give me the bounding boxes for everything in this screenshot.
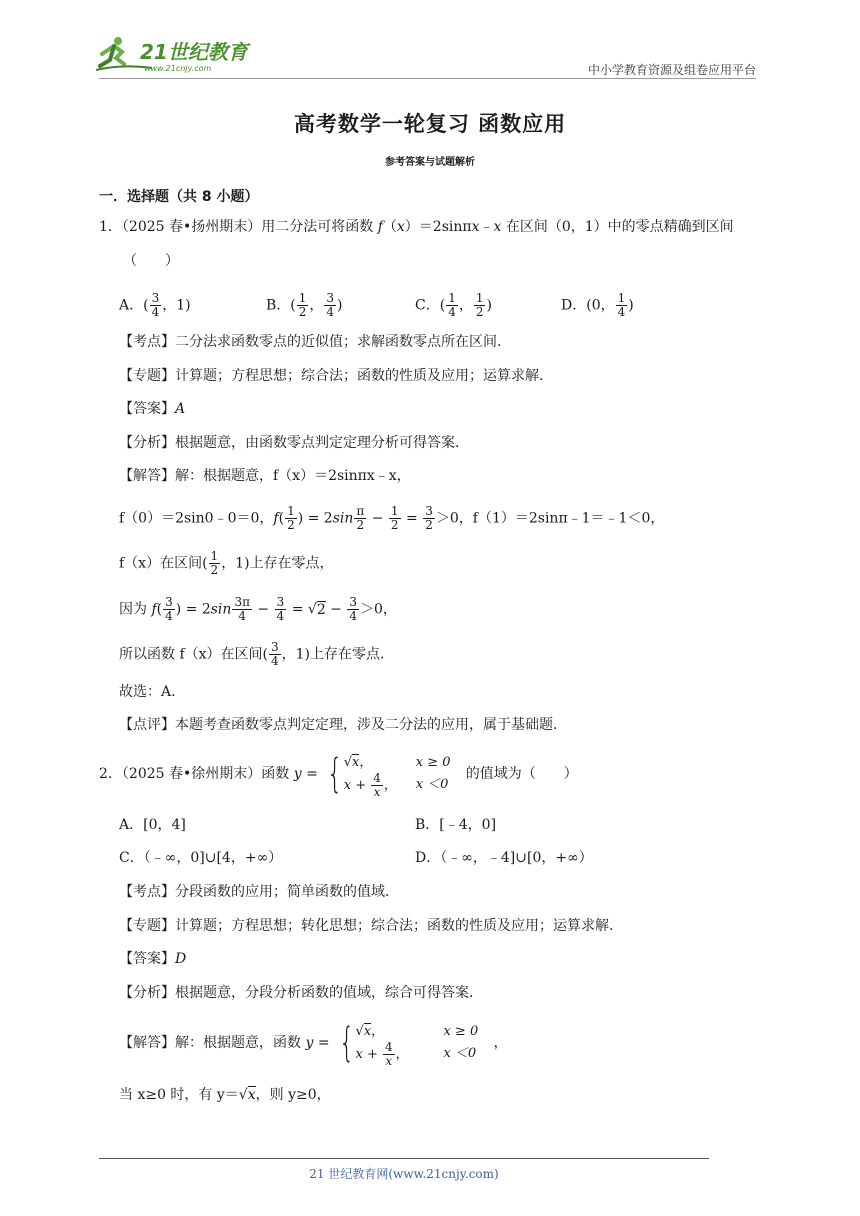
platform-name: 中小学教育资源及组卷应用平台 xyxy=(587,63,756,77)
q1-fenxi: 【分析】根据题意，由函数零点判定定理分析可得答案． xyxy=(119,435,469,451)
q2-option-b[interactable]: B．[﹣4，0] xyxy=(415,817,497,833)
q2-fenxi: 【分析】根据题意，分段分析函数的值域，综合可得答案． xyxy=(119,985,483,1001)
q2-option-c[interactable]: C．（﹣∞，0]∪[4，+∞） xyxy=(119,850,283,866)
q1-guxuan: 故选：A． xyxy=(119,684,186,700)
q1-solution-line-5: 所以函数 f（x）在区间( $\frac{3}{4}$ ，1)上存在零点． xyxy=(119,640,395,668)
q1-answer: 【答案】A xyxy=(119,401,186,417)
q1-solution-line-3: f（x）在区间( $\frac{1}{2}$ ，1)上存在零点， xyxy=(119,549,334,577)
page-subtitle: 参考答案与试题解析 xyxy=(385,157,475,168)
q1-option-c[interactable]: C．( $\frac{1}{4}$ ， $\frac{1}{2}$ ) xyxy=(415,291,492,319)
logo-url: www.21cnjy.com xyxy=(144,64,212,73)
q1-solution-line-4: 因为 f( $\frac{3}{4}$ ) = 2sin $\frac{3\pi}{4}$ − $\frac{3}{4}$ = √2 − $\frac{3}{4}$ ＞0， xyxy=(119,595,397,623)
q1-blank: （ ） xyxy=(123,253,179,269)
q1-kaodian: 【考点】二分法求函数零点的近似值；求解函数零点所在区间． xyxy=(119,334,511,350)
q2-solution-line-2: 当 x≥0 时，有 y＝√x，则 y≥0， xyxy=(119,1087,331,1103)
q1-stem: 1．（2025 春•扬州期末）用二分法可将函数 f（x）＝2sinπx﹣x 在区间（0，1）中的零点精确到区间 xyxy=(99,219,734,235)
q1-option-b[interactable]: B．( $\frac{1}{2}$ ， $\frac{3}{4}$ ) xyxy=(266,291,343,319)
q2-option-d[interactable]: D．（﹣∞，﹣4]∪[0，+∞） xyxy=(415,850,593,866)
footer-link[interactable]: 21 世纪教育网(www.21cnjy.com) xyxy=(309,1167,499,1181)
q2-jieda: 【解答】解：根据题意，函数 y = { √x， x ≥ 0 x + $\frac{4}{x}$ ， x ＜0 ， xyxy=(119,1020,508,1068)
q2-kaodian: 【考点】分段函数的应用；简单函数的值域． xyxy=(119,884,399,900)
q2-option-a[interactable]: A．[0，4] xyxy=(119,817,186,833)
q1-dianping: 【点评】本题考查函数零点判定定理，涉及二分法的应用，属于基础题． xyxy=(119,717,567,733)
q2-zhuanti: 【专题】计算题；方程思想；转化思想；综合法；函数的性质及应用；运算求解． xyxy=(119,918,623,934)
q1-option-a[interactable]: A．( $\frac{3}{4}$ ，1) xyxy=(119,291,191,319)
section-heading: 一．选择题（共 8 小题） xyxy=(99,189,259,205)
q2-stem: 2．（2025 春•徐州期末）函数 y = { √x， x ≥ 0 x + $\frac{4}{x}$ ， x ＜0 的值域为（ ） xyxy=(99,751,578,799)
header-divider xyxy=(99,78,756,79)
q1-option-d[interactable]: D．(0， $\frac{1}{4}$ ) xyxy=(561,291,634,319)
q1-solution-line-2: f（0）＝2sin0﹣0＝0，f( $\frac{1}{2}$ ) = 2sin $\frac{\pi}{2}$ − $\frac{1}{2}$ = $\frac{3}{2}$ ＞0，f（1）＝2sinπ﹣1＝﹣1＜0， xyxy=(119,504,665,532)
q1-jieda: 【解答】解：根据题意，f（x）＝2sinπx﹣x， xyxy=(119,468,411,484)
page-title: 高考数学一轮复习 函数应用 xyxy=(293,112,567,136)
footer-divider xyxy=(99,1158,709,1159)
site-logo xyxy=(92,34,262,78)
q2-answer: 【答案】D xyxy=(119,951,187,967)
q1-zhuanti: 【专题】计算题；方程思想；综合法；函数的性质及应用；运算求解． xyxy=(119,368,553,384)
logo-text: 21世纪教育 xyxy=(140,40,248,64)
